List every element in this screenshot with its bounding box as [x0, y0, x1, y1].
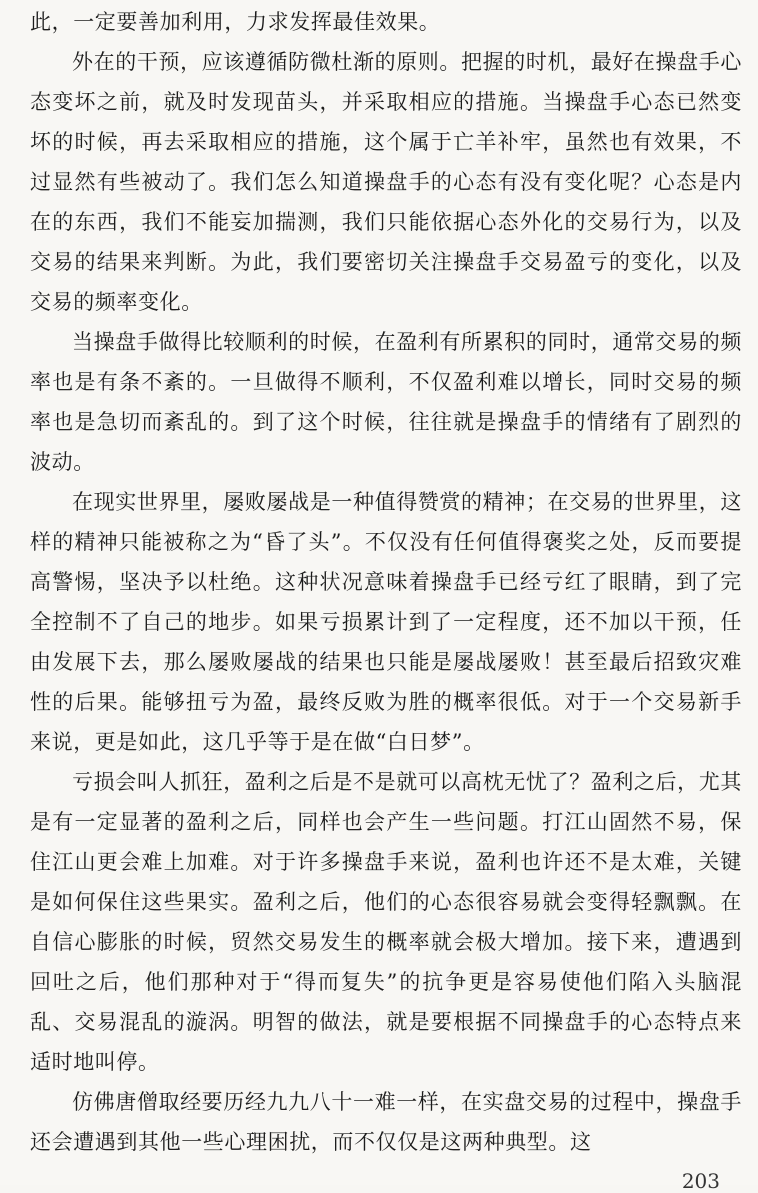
- paragraph-repeated-losses: 在现实世界里，屡败屡战是一种值得赞赏的精神；在交易的世界里，这样的精神只能被称之为“昏了头”。不仅没有任何值得褒奖之处，反而要提高警惕，坚决予以杜绝。这种状况意味着操盘手已经亏红了眼睛，到了完全控制不了自己的地步。如果亏损累计到了一定程度，还不加以干预，任由发展下去，那么屡败屡战的结果也只能是屡战屡败！甚至最后招致灾难性的后果。能够扭亏为盈，最终反败为胜的概率很低。对于一个交易新手来说，更是如此，这几乎等于是在做“白日梦”。: [30, 490, 742, 754]
- page-number: 203: [681, 1169, 720, 1193]
- paragraph-other-troubles: 仿佛唐僧取经要历经九九八十一难一样，在实盘交易的过程中，操盘手还会遭遇到其他一些心理困扰，而不仅仅是这两种典型。这: [30, 1090, 742, 1154]
- body-text: [30, 2, 742, 1162]
- paragraph-continuation: 此，一定要善加利用，力求发挥最佳效果。: [30, 10, 441, 34]
- paragraph-trading-frequency: 当操盘手做得比较顺利的时候，在盈利有所累积的同时，通常交易的频率也是有条不紊的。一旦做得不顺利，不仅盈利难以增长，同时交易的频率也是急切而紊乱的。到了这个时候，往往就是操盘手的情绪有了剧烈的波动。: [30, 330, 742, 474]
- paragraph-intervention-principle: 外在的干预，应该遵循防微杜渐的原则。把握的时机，最好在操盘手心态变坏之前，就及时发现苗头，并采取相应的措施。当操盘手心态已然变坏的时候，再去采取相应的措施，这个属于亡羊补牢，虽然也有效果，不过显然有些被动了。我们怎么知道操盘手的心态有没有变化呢？心态是内在的东西，我们不能妄加揣测，我们只能依据心态外化的交易行为，以及交易的结果来判断。为此，我们要密切关注操盘手交易盈亏的变化，以及交易的频率变化。: [30, 50, 742, 314]
- paragraph-after-profit: 亏损会叫人抓狂，盈利之后是不是就可以高枕无忧了？盈利之后，尤其是有一定显著的盈利之后，同样也会产生一些问题。打江山固然不易，保住江山更会难上加难。对于许多操盘手来说，盈利也许还不是太难，关键是如何保住这些果实。盈利之后，他们的心态很容易就会变得轻飘飘。在自信心膨胀的时候，贸然交易发生的概率就会极大增加。接下来，遭遇到回吐之后，他们那种对于“得而复失”的抗争更是容易使他们陷入头脑混乱、交易混乱的漩涡。明智的做法，就是要根据不同操盘手的心态特点来适时地叫停。: [30, 770, 742, 1074]
